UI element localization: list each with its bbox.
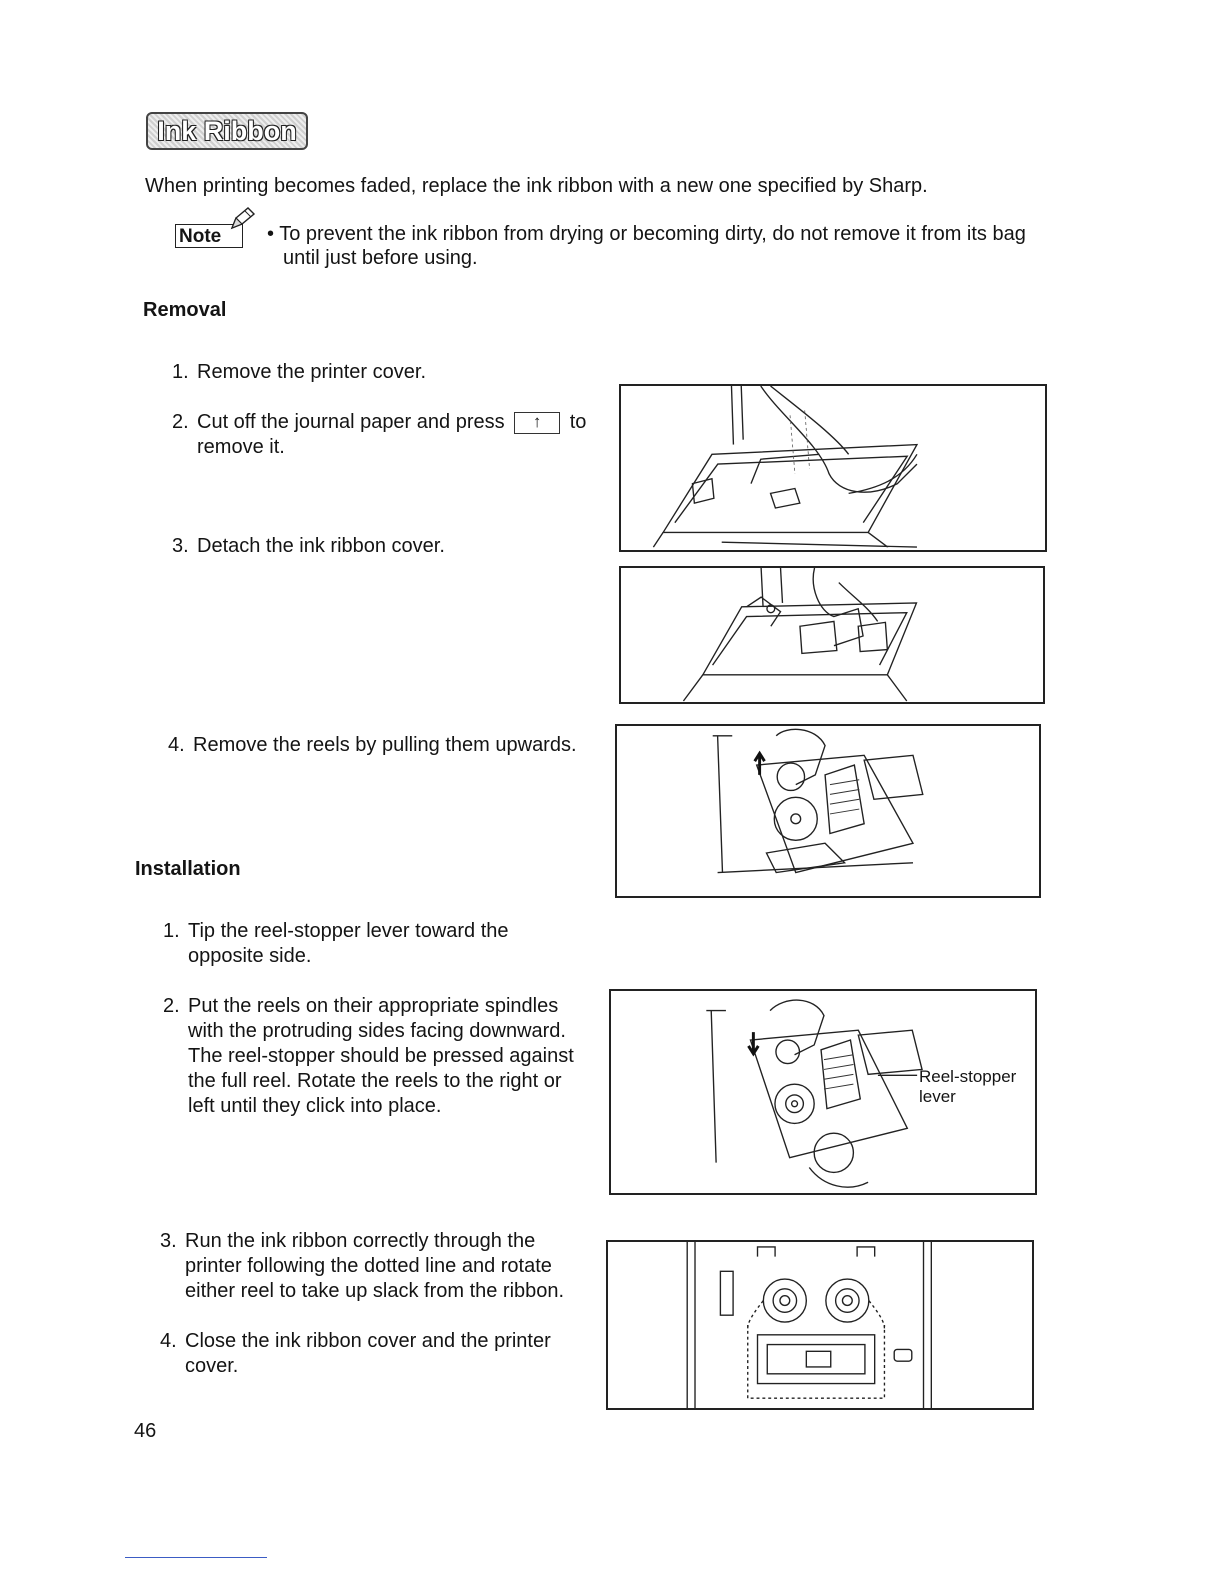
step-text: to remove it. <box>197 411 587 458</box>
removal-step-3 <box>172 534 445 559</box>
removal-step-4 <box>168 733 577 758</box>
step-number: 4. <box>168 734 185 756</box>
pencil-icon <box>228 206 258 232</box>
step-text: Put the reels on their appropriate spindles with the protruding sides facing downward. The reel-stopper should be pressed against the full reel. Rotate the reels to the right or left until they click into place. <box>188 995 574 1117</box>
section-title: Ink Ribbon <box>146 112 308 150</box>
bottom-rule <box>125 1557 267 1558</box>
step-text: Remove the reels by pulling them upwards. <box>193 734 577 756</box>
step-text: Tip the reel-stopper lever toward the opposite side. <box>188 920 509 967</box>
figure-remove-journal-paper <box>619 384 1047 552</box>
figure-install-reels <box>609 989 1037 1195</box>
removal-step-2 <box>172 410 612 460</box>
note-label: Note <box>175 224 243 248</box>
step-text: Run the ink ribbon correctly through the printer following the dotted line and rotate either reel to take up slack from the ribbon. <box>185 1230 565 1302</box>
step-number: 3. <box>172 535 189 557</box>
installation-heading: Installation <box>135 858 241 880</box>
installation-step-1 <box>163 919 583 969</box>
paper-feed-key: ↑ <box>514 412 560 434</box>
installation-step-2 <box>163 994 603 1119</box>
figure-thread-ribbon <box>606 1240 1034 1410</box>
step-text: Close the ink ribbon cover and the printer cover. <box>185 1330 551 1377</box>
reels-removal-illustration <box>617 726 1039 896</box>
step-number: 4. <box>160 1330 177 1352</box>
step-number: 2. <box>172 411 189 433</box>
printer-hands-illustration <box>621 386 1045 550</box>
step-text: Cut off the journal paper and press <box>197 411 505 433</box>
ribbon-threading-illustration <box>608 1242 1032 1408</box>
step-number: 2. <box>163 995 180 1017</box>
step-text: Detach the ink ribbon cover. <box>197 535 445 557</box>
step-number: 1. <box>172 361 189 383</box>
ribbon-cover-illustration <box>621 568 1043 702</box>
intro-text: When printing becomes faded, replace the ink ribbon with a new one specified by Sharp. <box>145 175 928 197</box>
figure-detach-ribbon-cover <box>619 566 1045 704</box>
note-text: • To prevent the ink ribbon from drying or becoming dirty, do not remove it from its bag until just before using. <box>267 223 1026 269</box>
installation-step-3 <box>160 1229 600 1304</box>
removal-heading: Removal <box>143 299 227 321</box>
step-number: 3. <box>160 1230 177 1252</box>
figure-remove-reels <box>615 724 1041 898</box>
page-number: 46 <box>134 1420 157 1442</box>
step-text: Remove the printer cover. <box>197 361 426 383</box>
step-number: 1. <box>163 920 180 942</box>
removal-step-1 <box>172 360 426 385</box>
installation-step-4 <box>160 1329 600 1379</box>
reel-stopper-lever-callout: Reel-stopper lever <box>919 1067 1017 1106</box>
